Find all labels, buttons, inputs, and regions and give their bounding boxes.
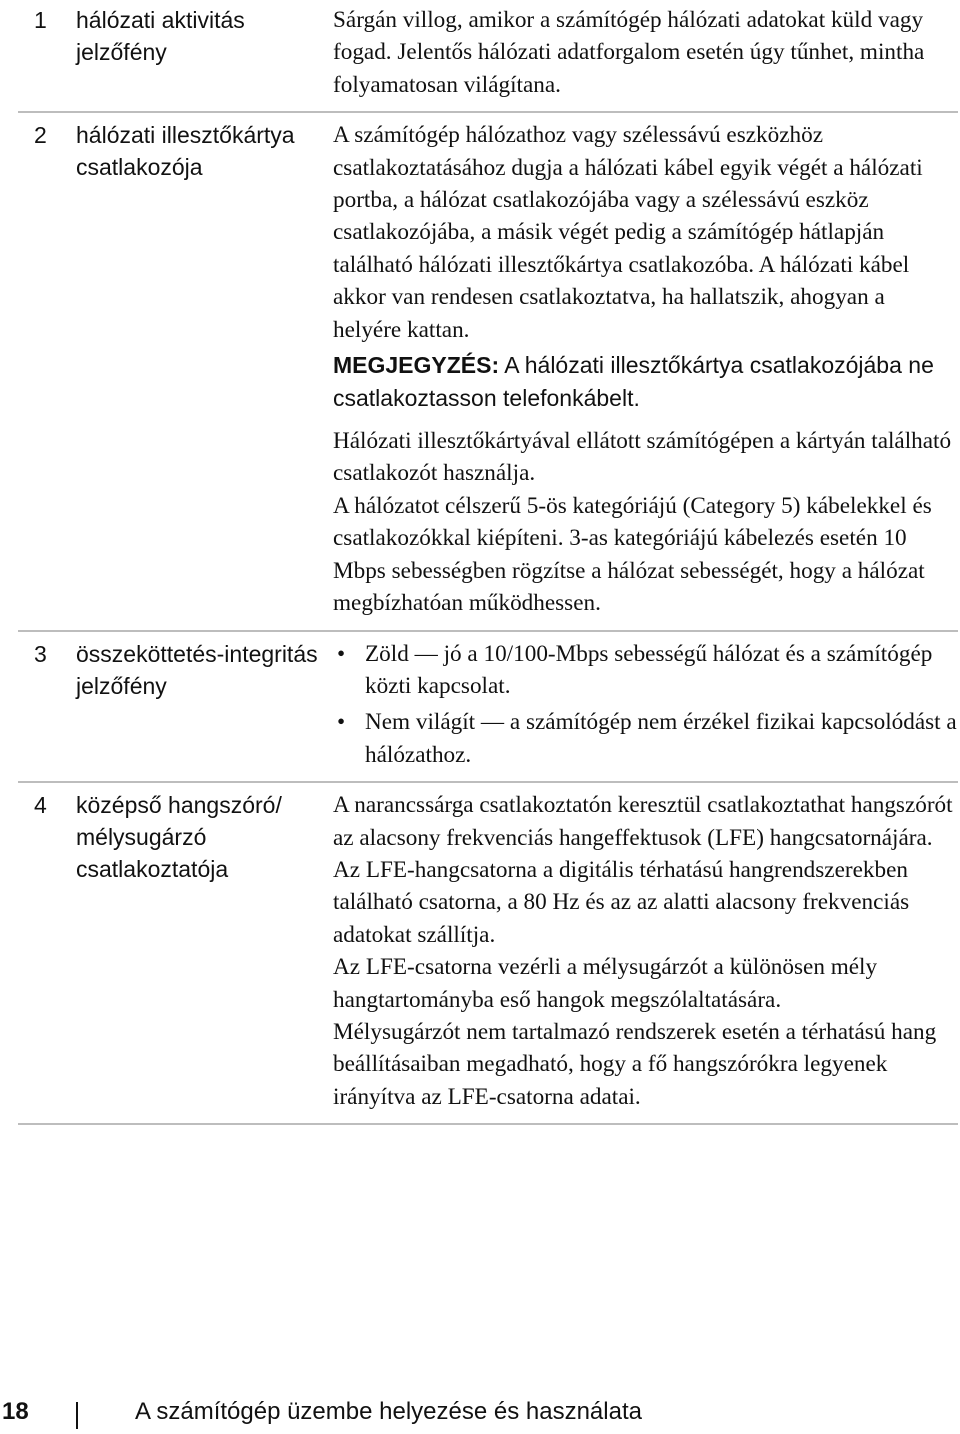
table-row — [18, 0, 958, 113]
note — [333, 349, 958, 415]
note-text: A hálózati illesztőkártya csatlakozójába ne csatlakoztasson telefonkábelt. — [333, 352, 934, 412]
description-paragraph: Az LFE-csatorna vezérli a mélysugárzót a különösen mély hangtartományba eső hangok megszólaltatására. — [333, 954, 878, 1013]
footer-divider — [76, 1402, 78, 1429]
row-number: 4 — [34, 792, 47, 819]
note-label: MEGJEGYZÉS: — [333, 352, 500, 379]
row-label: középső hangszóró/ mélysugárzó csatlakoztatója — [76, 792, 282, 883]
row-description — [333, 789, 958, 1113]
row-description — [333, 638, 958, 772]
bullet-text: Zöld — jó a 10/100-Mbps sebességű hálózat és a számítógép közti kapcsolat. — [365, 640, 933, 699]
bullet-dot-icon: • — [337, 709, 346, 736]
bullet-item — [333, 638, 958, 703]
page-number: 18 — [2, 1398, 29, 1425]
page-footer — [0, 1398, 960, 1432]
description-paragraph: A narancssárga csatlakoztatón keresztül csatlakoztathat hangszórót az alacsony frekvenciás hangeffektusok (LFE) hangcsatornájára. Az LFE-hangcsatorna a digitális térhatású hangrendszerekben található csatorna, a 80 Hz és az az alatti alacsony frekvenciás adatokat szállítja. — [333, 792, 953, 948]
table-row — [18, 113, 958, 631]
description-paragraph: Sárgán villog, amikor a számítógép hálózati adatokat küld vagy fogad. Jelentős hálózati adatforgalom esetén úgy tűnhet, mintha folyamatosan világítana. — [333, 7, 925, 98]
row-number: 2 — [34, 122, 47, 149]
bullet-dot-icon: • — [337, 640, 346, 667]
description-paragraph: Mélysugárzót nem tartalmazó rendszerek esetén a térhatású hang beállításaiban megadható, hogy a fő hangszórókra legyenek irányítva az LFE-csatorna adatai. — [333, 1018, 937, 1110]
row-number: 1 — [34, 7, 47, 33]
bullet-text: Nem világít — a számítógép nem érzékel fizikai kapcsolódást a hálózathoz. — [365, 709, 957, 768]
table-row — [18, 632, 958, 784]
row-number: 3 — [34, 640, 47, 667]
row-label: hálózati aktivitás jelzőfény — [76, 7, 245, 65]
chapter-title: A számítógép üzembe helyezése és használata — [135, 1398, 642, 1425]
table-row — [18, 783, 958, 1125]
row-description — [333, 4, 958, 101]
row-label: összeköttetés-integritás jelzőfény — [76, 640, 318, 699]
row-description — [333, 119, 958, 619]
description-paragraph: Hálózati illesztőkártyával ellátott számítógépen a kártyán található csatlakozót használja. — [333, 428, 952, 487]
connector-table — [18, 0, 958, 1125]
description-paragraph: A számítógép hálózathoz vagy szélessávú eszközhöz csatlakoztatásához dugja a hálózati kábel egyik végét a hálózati portba, a hálózat csatlakozójába vagy a szélessávú eszköz csatlakozójába, a másik végét pedig a számítógép hátlapján található hálózati illesztőkártya csatlakozóba. A hálózati kábel akkor van rendesen csatlakoztatva, ha hallatszik, ahogyan a helyére kattan. — [333, 122, 923, 343]
bullet-item — [333, 706, 958, 771]
description-paragraph: A hálózatot célszerű 5-ös kategóriájú (Category 5) kábelekkel és csatlakozókkal kiépíteni. 3-as kategóriájú kábelezés esetén 10 Mbps sebességben rögzítse a hálózat sebességét, hogy a hálózat megbízhatóan működhessen. — [333, 492, 932, 617]
row-label: hálózati illesztőkártya csatlakozója — [76, 122, 295, 181]
